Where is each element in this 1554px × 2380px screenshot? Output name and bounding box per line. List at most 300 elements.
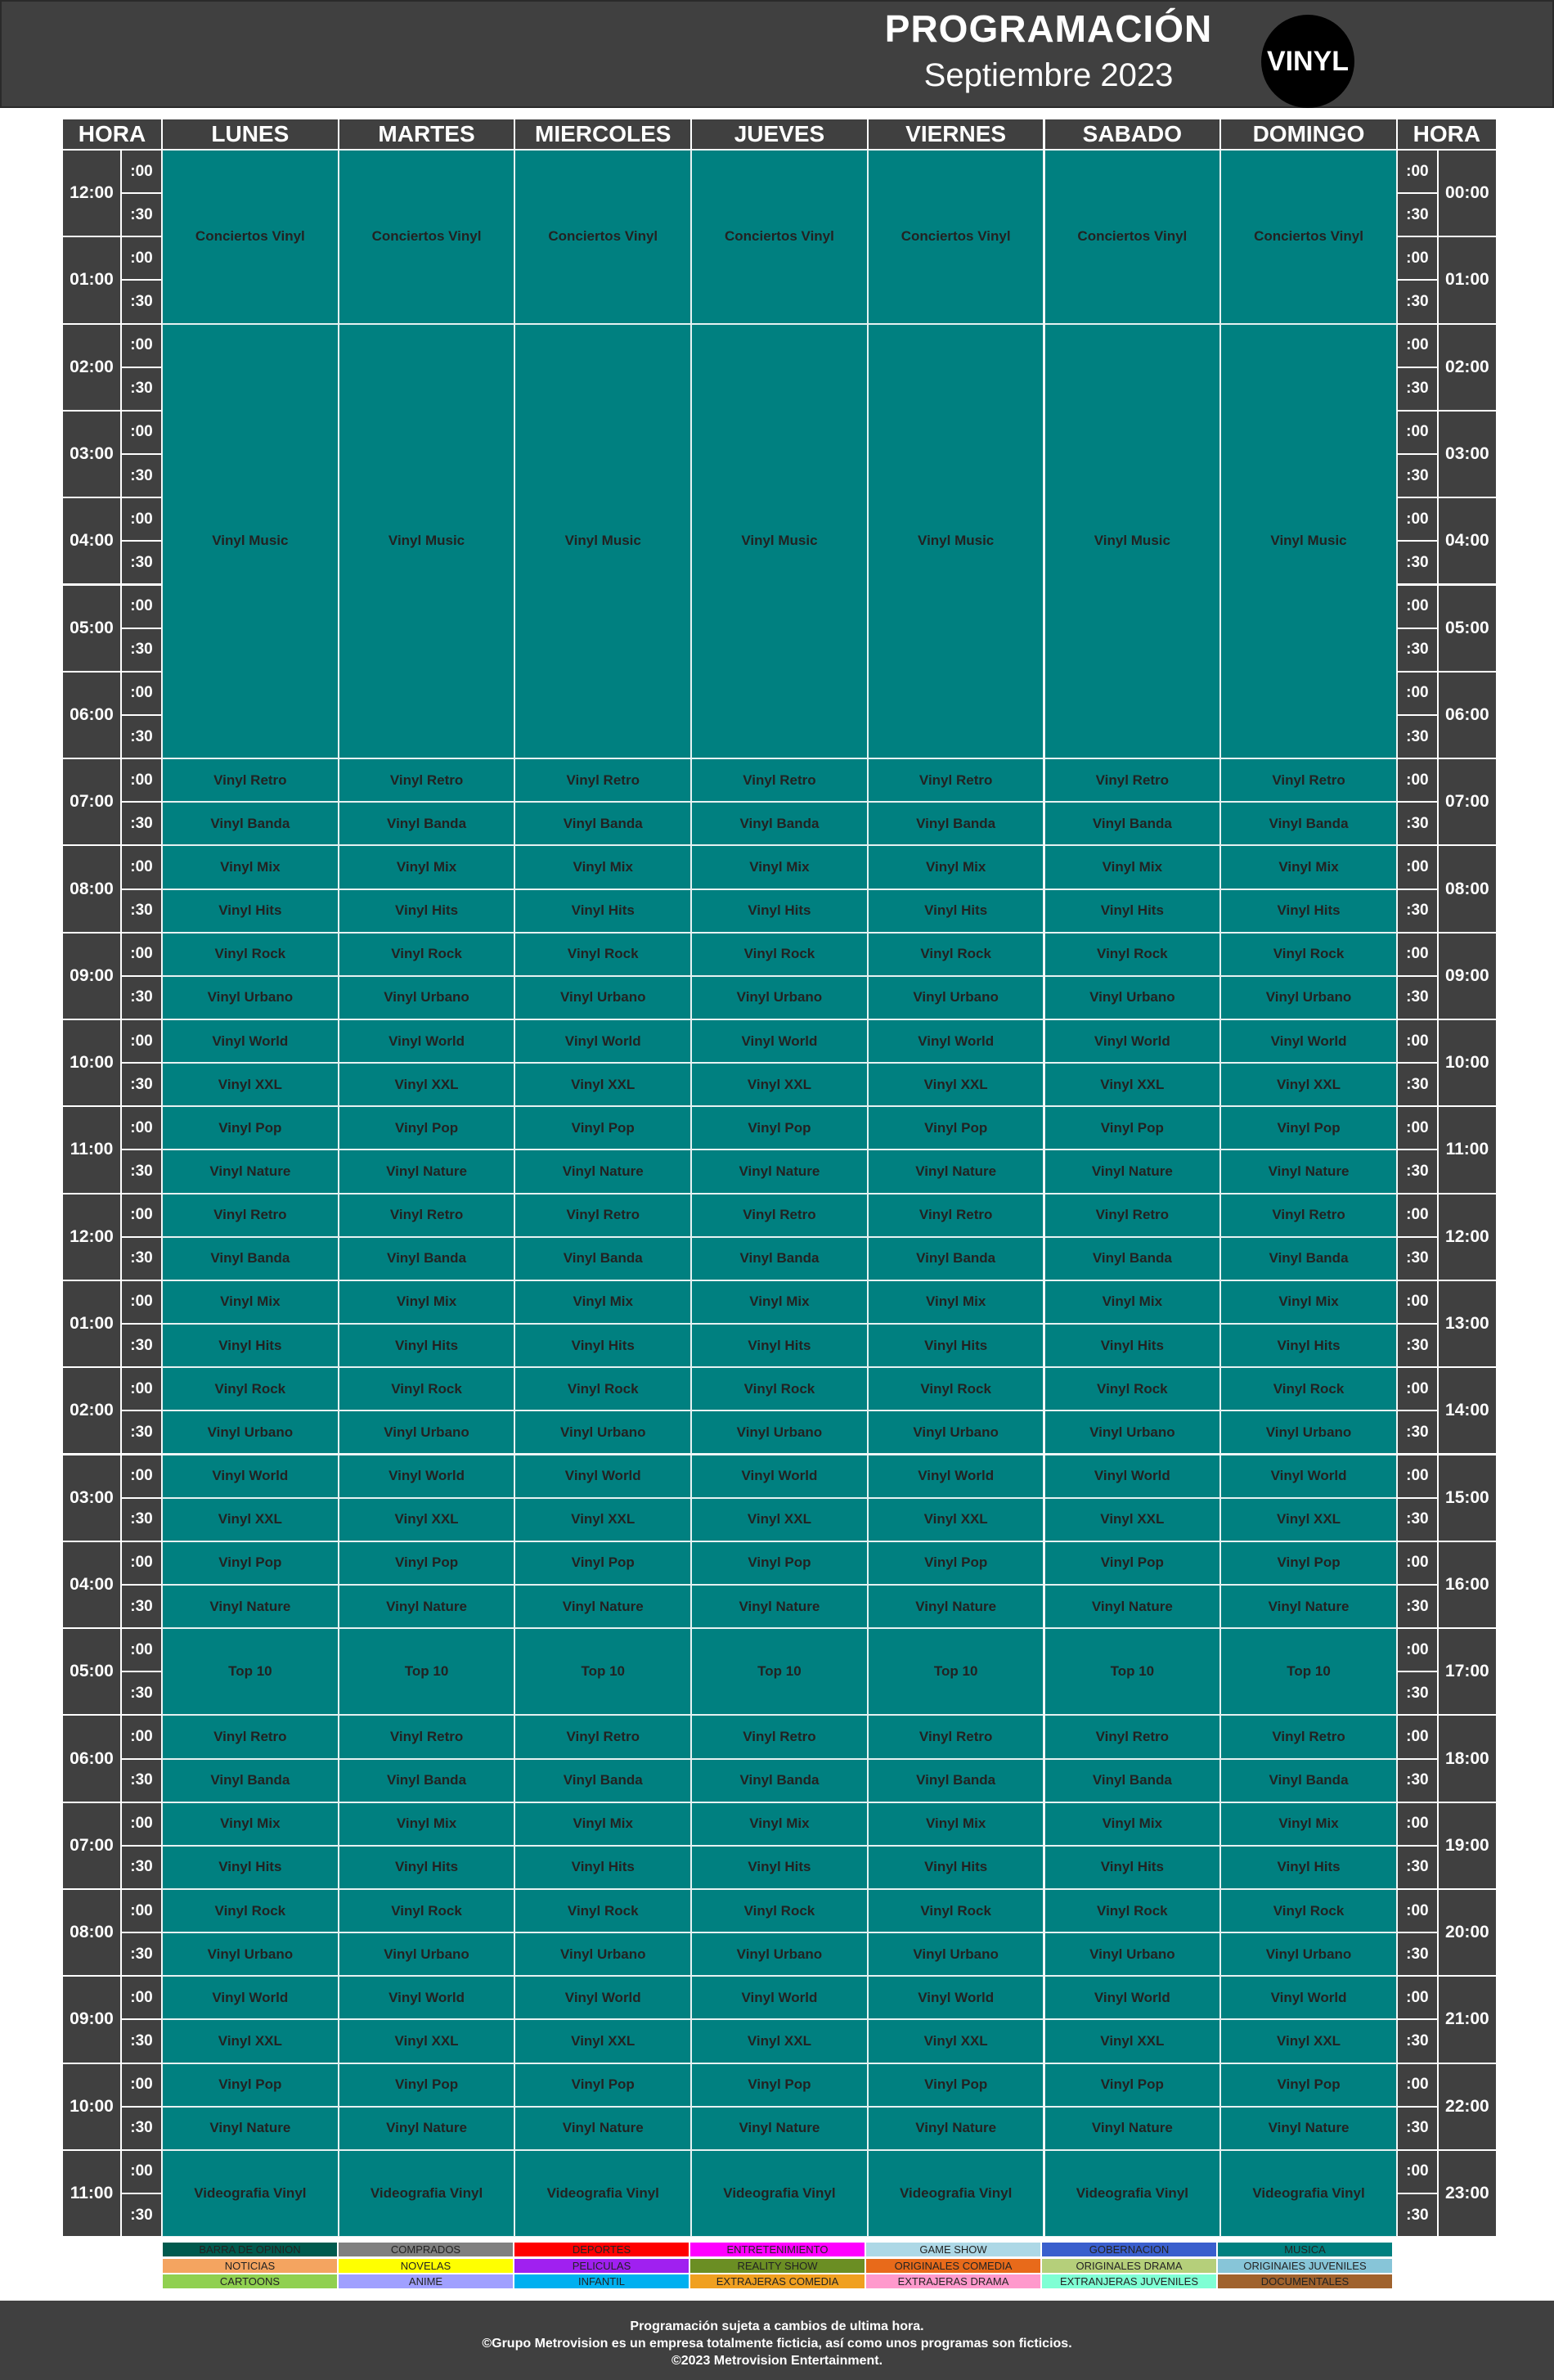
hour-label-left: 02:00 bbox=[62, 1367, 121, 1454]
program-cell: Vinyl Pop bbox=[339, 1106, 515, 1150]
minute-label-left: :30 bbox=[121, 1585, 162, 1628]
program-cell: Vinyl World bbox=[1220, 1976, 1397, 2019]
minute-label-right: :30 bbox=[1397, 2019, 1438, 2063]
minute-label-right: :00 bbox=[1397, 672, 1438, 715]
minute-label-left: :00 bbox=[121, 758, 162, 802]
program-cell: Vinyl Rock bbox=[691, 933, 868, 976]
hour-label-left: 01:00 bbox=[62, 1280, 121, 1367]
program-cell: Vinyl Urbano bbox=[691, 1410, 868, 1454]
minute-label-left: :30 bbox=[121, 715, 162, 758]
hour-label-left: 08:00 bbox=[62, 1889, 121, 1976]
legend-item: ANIME bbox=[338, 2274, 514, 2289]
program-cell: Vinyl Hits bbox=[514, 889, 691, 933]
program-cell: Vinyl Urbano bbox=[162, 976, 339, 1019]
minute-label-right: :00 bbox=[1397, 1541, 1438, 1585]
hour-label-right: 07:00 bbox=[1438, 758, 1497, 845]
program-cell: Vinyl Pop bbox=[339, 2063, 515, 2107]
legend-item: COMPRADOS bbox=[338, 2242, 514, 2257]
program-cell: Vinyl Rock bbox=[691, 1367, 868, 1410]
hour-label-right: 16:00 bbox=[1438, 1541, 1497, 1628]
program-cell: Vinyl World bbox=[339, 1455, 515, 1498]
program-cell: Vinyl Retro bbox=[1220, 758, 1397, 802]
page-subtitle: Septiembre 2023 bbox=[923, 57, 1174, 93]
program-cell: Vinyl Rock bbox=[1044, 1889, 1221, 1932]
program-cell: Vinyl Rock bbox=[514, 1367, 691, 1410]
hour-label-left: 06:00 bbox=[62, 672, 121, 758]
minute-label-left: :30 bbox=[121, 280, 162, 323]
program-cell: Vinyl Banda bbox=[1220, 802, 1397, 845]
program-cell: Vinyl Nature bbox=[339, 1585, 515, 1628]
minute-label-left: :00 bbox=[121, 2150, 162, 2193]
program-cell: Vinyl Retro bbox=[162, 1194, 339, 1237]
hour-label-left: 11:00 bbox=[62, 2150, 121, 2237]
program-cell: Vinyl Nature bbox=[868, 1150, 1044, 1193]
vinyl-logo: VINYL bbox=[1261, 15, 1354, 108]
legend-item: DEPORTES bbox=[514, 2242, 689, 2257]
program-cell: Vinyl Retro bbox=[691, 1194, 868, 1237]
minute-label-left: :30 bbox=[121, 1410, 162, 1454]
program-cell: Vinyl XXL bbox=[514, 1063, 691, 1106]
program-cell: Vinyl Mix bbox=[691, 845, 868, 889]
minute-label-left: :00 bbox=[121, 1802, 162, 1846]
hour-label-right: 05:00 bbox=[1438, 585, 1497, 672]
program-cell: Vinyl Pop bbox=[691, 1106, 868, 1150]
minute-label-left: :30 bbox=[121, 1237, 162, 1280]
program-cell: Vinyl Urbano bbox=[1220, 976, 1397, 1019]
minute-label-left: :00 bbox=[121, 845, 162, 889]
minute-label-left: :00 bbox=[121, 1715, 162, 1758]
program-cell: Vinyl Rock bbox=[162, 1889, 339, 1932]
program-cell: Vinyl Music bbox=[514, 324, 691, 759]
program-cell: Vinyl Nature bbox=[691, 1585, 868, 1628]
hour-label-right: 12:00 bbox=[1438, 1194, 1497, 1280]
program-cell: Vinyl World bbox=[514, 1976, 691, 2019]
hour-label-right: 15:00 bbox=[1438, 1455, 1497, 1541]
footer-copyright: ©2023 Metrovision Entertainment. bbox=[671, 2354, 883, 2368]
program-cell: Vinyl Banda bbox=[868, 1237, 1044, 1280]
legend-item: EXTRAJERAS COMEDIA bbox=[689, 2274, 865, 2289]
minute-label-right: :00 bbox=[1397, 150, 1438, 193]
day-header: DOMINGO bbox=[1220, 119, 1397, 150]
program-cell: Top 10 bbox=[1220, 1628, 1397, 1715]
minute-label-left: :00 bbox=[121, 1194, 162, 1237]
program-cell: Vinyl World bbox=[691, 1019, 868, 1063]
program-cell: Vinyl Hits bbox=[868, 889, 1044, 933]
minute-label-right: :30 bbox=[1397, 1671, 1438, 1715]
program-cell: Top 10 bbox=[162, 1628, 339, 1715]
program-cell: Vinyl Nature bbox=[868, 2107, 1044, 2150]
program-cell: Vinyl Nature bbox=[1044, 2107, 1221, 2150]
minute-label-left: :30 bbox=[121, 454, 162, 497]
program-cell: Vinyl Banda bbox=[162, 802, 339, 845]
minute-label-left: :00 bbox=[121, 1976, 162, 2019]
program-cell: Vinyl Retro bbox=[868, 1715, 1044, 1758]
day-header: SABADO bbox=[1044, 119, 1221, 150]
program-cell: Vinyl Rock bbox=[339, 1367, 515, 1410]
program-cell: Videografia Vinyl bbox=[1044, 2150, 1221, 2237]
legend-item: GOBERNACION bbox=[1041, 2242, 1217, 2257]
program-cell: Vinyl Hits bbox=[339, 889, 515, 933]
program-cell: Vinyl Pop bbox=[339, 1541, 515, 1585]
program-cell: Vinyl Banda bbox=[691, 802, 868, 845]
minute-label-right: :00 bbox=[1397, 2063, 1438, 2107]
program-cell: Conciertos Vinyl bbox=[1220, 150, 1397, 324]
program-cell: Vinyl Music bbox=[868, 324, 1044, 759]
program-cell: Vinyl Urbano bbox=[1220, 1932, 1397, 1976]
hour-label-right: 11:00 bbox=[1438, 1106, 1497, 1193]
program-cell: Vinyl Banda bbox=[691, 1759, 868, 1802]
program-cell: Vinyl Nature bbox=[339, 2107, 515, 2150]
program-cell: Vinyl Nature bbox=[1044, 1585, 1221, 1628]
minute-label-left: :00 bbox=[121, 236, 162, 280]
program-cell: Vinyl Pop bbox=[691, 1541, 868, 1585]
program-cell: Vinyl Rock bbox=[868, 1367, 1044, 1410]
program-cell: Conciertos Vinyl bbox=[162, 150, 339, 324]
minute-label-right: :30 bbox=[1397, 454, 1438, 497]
program-cell: Conciertos Vinyl bbox=[691, 150, 868, 324]
program-cell: Vinyl Banda bbox=[339, 802, 515, 845]
legend-item: MUSICA bbox=[1217, 2242, 1393, 2257]
minute-label-right: :30 bbox=[1397, 628, 1438, 672]
legend-item: REALITY SHOW bbox=[689, 2258, 865, 2274]
minute-label-right: :30 bbox=[1397, 1324, 1438, 1367]
hour-label-right: 06:00 bbox=[1438, 672, 1497, 758]
program-cell: Vinyl Retro bbox=[691, 1715, 868, 1758]
program-cell: Vinyl Mix bbox=[868, 1280, 1044, 1324]
minute-label-left: :00 bbox=[121, 585, 162, 628]
hour-label-left: 09:00 bbox=[62, 933, 121, 1019]
day-header: JUEVES bbox=[691, 119, 868, 150]
hour-label-right: 02:00 bbox=[1438, 324, 1497, 411]
program-cell: Vinyl Mix bbox=[1220, 1280, 1397, 1324]
program-cell: Vinyl World bbox=[1044, 1976, 1221, 2019]
hour-label-left: 06:00 bbox=[62, 1715, 121, 1802]
program-cell: Vinyl XXL bbox=[162, 1063, 339, 1106]
program-cell: Vinyl XXL bbox=[1220, 1498, 1397, 1541]
minute-label-right: :30 bbox=[1397, 1759, 1438, 1802]
program-cell: Vinyl Pop bbox=[1220, 2063, 1397, 2107]
program-cell: Vinyl Rock bbox=[1220, 933, 1397, 976]
program-cell: Vinyl XXL bbox=[514, 1498, 691, 1541]
minute-label-left: :30 bbox=[121, 1759, 162, 1802]
program-cell: Vinyl Rock bbox=[514, 1889, 691, 1932]
program-cell: Vinyl Music bbox=[691, 324, 868, 759]
minute-label-left: :30 bbox=[121, 541, 162, 584]
hour-label-right: 21:00 bbox=[1438, 1976, 1497, 2063]
day-header: MARTES bbox=[339, 119, 515, 150]
program-cell: Vinyl Hits bbox=[868, 1324, 1044, 1367]
minute-label-right: :00 bbox=[1397, 324, 1438, 367]
program-cell: Vinyl Pop bbox=[691, 2063, 868, 2107]
program-cell: Vinyl Urbano bbox=[339, 1932, 515, 1976]
legend-item: ENTRETENIMIENTO bbox=[689, 2242, 865, 2257]
program-cell: Vinyl Retro bbox=[339, 1194, 515, 1237]
program-cell: Vinyl Music bbox=[162, 324, 339, 759]
program-cell: Vinyl Retro bbox=[514, 1194, 691, 1237]
minute-label-right: :30 bbox=[1397, 193, 1438, 236]
hour-label-right: 17:00 bbox=[1438, 1628, 1497, 1715]
minute-label-left: :00 bbox=[121, 1280, 162, 1324]
program-cell: Vinyl Hits bbox=[339, 1846, 515, 1889]
hour-label-left: 10:00 bbox=[62, 2063, 121, 2150]
program-cell: Conciertos Vinyl bbox=[1044, 150, 1221, 324]
program-cell: Vinyl Hits bbox=[162, 889, 339, 933]
hour-label-left: 11:00 bbox=[62, 1106, 121, 1193]
minute-label-right: :30 bbox=[1397, 1498, 1438, 1541]
program-cell: Vinyl Mix bbox=[691, 1280, 868, 1324]
program-cell: Vinyl Rock bbox=[868, 1889, 1044, 1932]
program-cell: Vinyl Urbano bbox=[339, 1410, 515, 1454]
program-cell: Top 10 bbox=[514, 1628, 691, 1715]
program-cell: Vinyl Urbano bbox=[514, 1932, 691, 1976]
program-cell: Vinyl Banda bbox=[1044, 1759, 1221, 1802]
program-cell: Vinyl Mix bbox=[339, 1802, 515, 1846]
minute-label-left: :00 bbox=[121, 1541, 162, 1585]
hour-label-left: 10:00 bbox=[62, 1019, 121, 1106]
program-cell: Vinyl Urbano bbox=[514, 976, 691, 1019]
program-cell: Vinyl Retro bbox=[1220, 1194, 1397, 1237]
legend-item: ORIGINALES DRAMA bbox=[1041, 2258, 1217, 2274]
program-cell: Vinyl Urbano bbox=[868, 1410, 1044, 1454]
minute-label-right: :30 bbox=[1397, 2193, 1438, 2237]
program-cell: Vinyl Nature bbox=[1044, 1150, 1221, 1193]
minute-label-left: :00 bbox=[121, 324, 162, 367]
program-cell: Vinyl Nature bbox=[1220, 1585, 1397, 1628]
minute-label-right: :30 bbox=[1397, 2107, 1438, 2150]
program-cell: Vinyl Nature bbox=[691, 1150, 868, 1193]
program-cell: Vinyl Urbano bbox=[514, 1410, 691, 1454]
program-cell: Vinyl Retro bbox=[1044, 758, 1221, 802]
program-cell: Vinyl Pop bbox=[1220, 1106, 1397, 1150]
hour-label-right: 00:00 bbox=[1438, 150, 1497, 236]
hour-label-right: 19:00 bbox=[1438, 1802, 1497, 1889]
program-cell: Vinyl XXL bbox=[162, 1498, 339, 1541]
minute-label-left: :30 bbox=[121, 1932, 162, 1976]
program-cell: Vinyl XXL bbox=[339, 1063, 515, 1106]
hora-header-right: HORA bbox=[1397, 119, 1497, 150]
program-cell: Vinyl Nature bbox=[1220, 1150, 1397, 1193]
minute-label-right: :30 bbox=[1397, 802, 1438, 845]
minute-label-right: :00 bbox=[1397, 1976, 1438, 2019]
program-cell: Vinyl Hits bbox=[691, 1324, 868, 1367]
program-cell: Vinyl Nature bbox=[514, 1585, 691, 1628]
program-cell: Vinyl Pop bbox=[162, 1541, 339, 1585]
program-cell: Vinyl World bbox=[339, 1976, 515, 2019]
program-cell: Vinyl Mix bbox=[162, 1280, 339, 1324]
program-cell: Vinyl Mix bbox=[514, 1280, 691, 1324]
day-header: VIERNES bbox=[868, 119, 1044, 150]
minute-label-left: :00 bbox=[121, 1889, 162, 1932]
hour-label-right: 08:00 bbox=[1438, 845, 1497, 932]
minute-label-right: :00 bbox=[1397, 2150, 1438, 2193]
minute-label-left: :30 bbox=[121, 2019, 162, 2063]
program-cell: Vinyl XXL bbox=[868, 1063, 1044, 1106]
minute-label-right: :00 bbox=[1397, 585, 1438, 628]
hour-label-right: 10:00 bbox=[1438, 1019, 1497, 1106]
program-cell: Vinyl Pop bbox=[1044, 1541, 1221, 1585]
hour-label-left: 03:00 bbox=[62, 411, 121, 497]
program-cell: Vinyl Hits bbox=[514, 1324, 691, 1367]
legend-item: CARTOONS bbox=[162, 2274, 338, 2289]
program-cell: Vinyl Rock bbox=[691, 1889, 868, 1932]
minute-label-right: :00 bbox=[1397, 1367, 1438, 1410]
program-cell: Vinyl Mix bbox=[868, 1802, 1044, 1846]
minute-label-right: :00 bbox=[1397, 411, 1438, 454]
program-cell: Vinyl World bbox=[868, 1976, 1044, 2019]
program-cell: Vinyl Banda bbox=[868, 802, 1044, 845]
program-cell: Vinyl Rock bbox=[162, 933, 339, 976]
program-cell: Vinyl Pop bbox=[514, 1106, 691, 1150]
program-cell: Vinyl Retro bbox=[1220, 1715, 1397, 1758]
minute-label-right: :00 bbox=[1397, 1628, 1438, 1671]
page-header bbox=[0, 0, 1554, 108]
program-cell: Vinyl Banda bbox=[1044, 802, 1221, 845]
hour-label-left: 04:00 bbox=[62, 1541, 121, 1628]
program-cell: Top 10 bbox=[691, 1628, 868, 1715]
program-cell: Vinyl Retro bbox=[339, 1715, 515, 1758]
minute-label-left: :30 bbox=[121, 1846, 162, 1889]
minute-label-left: :00 bbox=[121, 411, 162, 454]
program-cell: Vinyl Mix bbox=[339, 845, 515, 889]
program-cell: Vinyl Nature bbox=[691, 2107, 868, 2150]
program-cell: Vinyl Nature bbox=[868, 1585, 1044, 1628]
minute-label-right: :30 bbox=[1397, 1932, 1438, 1976]
legend-item: PELICULAS bbox=[514, 2258, 689, 2274]
program-cell: Vinyl World bbox=[1044, 1019, 1221, 1063]
program-cell: Vinyl Retro bbox=[868, 758, 1044, 802]
program-cell: Vinyl Retro bbox=[339, 758, 515, 802]
program-cell: Vinyl Mix bbox=[514, 1802, 691, 1846]
program-cell: Vinyl Urbano bbox=[691, 976, 868, 1019]
program-cell: Vinyl Urbano bbox=[1044, 1932, 1221, 1976]
minute-label-left: :00 bbox=[121, 150, 162, 193]
program-cell: Vinyl Banda bbox=[339, 1237, 515, 1280]
minute-label-right: :30 bbox=[1397, 1237, 1438, 1280]
minute-label-right: :00 bbox=[1397, 845, 1438, 889]
minute-label-right: :00 bbox=[1397, 1715, 1438, 1758]
program-cell: Vinyl XXL bbox=[691, 1063, 868, 1106]
program-cell: Vinyl Retro bbox=[691, 758, 868, 802]
hour-label-left: 12:00 bbox=[62, 150, 121, 236]
program-cell: Vinyl Music bbox=[1220, 324, 1397, 759]
program-cell: Vinyl Retro bbox=[514, 1715, 691, 1758]
program-cell: Vinyl Pop bbox=[1220, 1541, 1397, 1585]
minute-label-left: :00 bbox=[121, 672, 162, 715]
minute-label-right: :00 bbox=[1397, 497, 1438, 541]
minute-label-left: :30 bbox=[121, 628, 162, 672]
hour-label-right: 03:00 bbox=[1438, 411, 1497, 497]
legend-item: DOCUMENTALES bbox=[1217, 2274, 1393, 2289]
program-cell: Vinyl Rock bbox=[1220, 1889, 1397, 1932]
footer-disclaimer: Programación sujeta a cambios de ultima hora. bbox=[630, 2319, 924, 2333]
program-cell: Conciertos Vinyl bbox=[868, 150, 1044, 324]
program-cell: Videografia Vinyl bbox=[868, 2150, 1044, 2237]
minute-label-left: :00 bbox=[121, 1106, 162, 1150]
program-cell: Vinyl Retro bbox=[868, 1194, 1044, 1237]
program-cell: Vinyl Retro bbox=[162, 1715, 339, 1758]
hour-label-right: 23:00 bbox=[1438, 2150, 1497, 2237]
minute-label-right: :00 bbox=[1397, 1802, 1438, 1846]
program-cell: Vinyl World bbox=[162, 1976, 339, 2019]
hour-label-left: 08:00 bbox=[62, 845, 121, 932]
program-cell: Vinyl Hits bbox=[514, 1846, 691, 1889]
program-cell: Vinyl Hits bbox=[691, 889, 868, 933]
program-cell: Vinyl XXL bbox=[868, 1498, 1044, 1541]
program-cell: Vinyl Pop bbox=[1044, 2063, 1221, 2107]
hour-label-right: 13:00 bbox=[1438, 1280, 1497, 1367]
program-cell: Vinyl World bbox=[691, 1976, 868, 2019]
hour-label-right: 01:00 bbox=[1438, 236, 1497, 323]
program-cell: Vinyl Pop bbox=[868, 1106, 1044, 1150]
program-cell: Vinyl Hits bbox=[1044, 1846, 1221, 1889]
program-cell: Vinyl Mix bbox=[1044, 1802, 1221, 1846]
program-cell: Vinyl Urbano bbox=[339, 976, 515, 1019]
legend-item: BARRA DE OPINION bbox=[162, 2242, 338, 2257]
program-cell: Vinyl Rock bbox=[868, 933, 1044, 976]
program-cell: Vinyl Nature bbox=[162, 1150, 339, 1193]
minute-label-right: :30 bbox=[1397, 715, 1438, 758]
program-cell: Vinyl Hits bbox=[162, 1324, 339, 1367]
program-cell: Videografia Vinyl bbox=[1220, 2150, 1397, 2237]
program-cell: Vinyl Mix bbox=[1044, 1280, 1221, 1324]
program-cell: Vinyl XXL bbox=[691, 2019, 868, 2063]
program-cell: Vinyl World bbox=[162, 1019, 339, 1063]
program-cell: Conciertos Vinyl bbox=[514, 150, 691, 324]
program-cell: Videografia Vinyl bbox=[162, 2150, 339, 2237]
program-cell: Vinyl Banda bbox=[1220, 1237, 1397, 1280]
program-cell: Vinyl Banda bbox=[691, 1237, 868, 1280]
program-cell: Vinyl Pop bbox=[162, 1106, 339, 1150]
program-cell: Top 10 bbox=[339, 1628, 515, 1715]
minute-label-right: :00 bbox=[1397, 236, 1438, 280]
minute-label-left: :30 bbox=[121, 1324, 162, 1367]
program-cell: Vinyl Banda bbox=[339, 1759, 515, 1802]
minute-label-right: :00 bbox=[1397, 758, 1438, 802]
program-cell: Vinyl Mix bbox=[1220, 845, 1397, 889]
program-cell: Vinyl Rock bbox=[1220, 1367, 1397, 1410]
minute-label-right: :30 bbox=[1397, 1585, 1438, 1628]
program-cell: Top 10 bbox=[1044, 1628, 1221, 1715]
minute-label-right: :00 bbox=[1397, 1194, 1438, 1237]
program-cell: Vinyl Mix bbox=[691, 1802, 868, 1846]
minute-label-left: :30 bbox=[121, 367, 162, 411]
minute-label-left: :00 bbox=[121, 1455, 162, 1498]
program-cell: Vinyl Urbano bbox=[1220, 1410, 1397, 1454]
program-cell: Vinyl Urbano bbox=[868, 976, 1044, 1019]
program-cell: Vinyl Retro bbox=[514, 758, 691, 802]
program-cell: Vinyl World bbox=[1044, 1455, 1221, 1498]
program-cell: Vinyl Mix bbox=[339, 1280, 515, 1324]
program-cell: Vinyl Hits bbox=[691, 1846, 868, 1889]
program-cell: Vinyl Urbano bbox=[1044, 1410, 1221, 1454]
program-cell: Vinyl Pop bbox=[1044, 1106, 1221, 1150]
program-cell: Vinyl XXL bbox=[691, 1498, 868, 1541]
hora-header-left: HORA bbox=[62, 119, 162, 150]
minute-label-left: :00 bbox=[121, 497, 162, 541]
legend-item: INFANTIL bbox=[514, 2274, 689, 2289]
minute-label-left: :00 bbox=[121, 1367, 162, 1410]
program-cell: Vinyl Nature bbox=[1220, 2107, 1397, 2150]
program-cell: Vinyl Mix bbox=[162, 845, 339, 889]
footer-fiction-notice: ©Grupo Metrovision es un empresa totalmente ficticia, así como unos programas son ficticios. bbox=[482, 2337, 1072, 2351]
minute-label-left: :30 bbox=[121, 2193, 162, 2237]
page-footer bbox=[0, 2301, 1554, 2380]
minute-label-right: :30 bbox=[1397, 1063, 1438, 1106]
program-cell: Vinyl Urbano bbox=[162, 1932, 339, 1976]
minute-label-left: :30 bbox=[121, 1671, 162, 1715]
minute-label-right: :30 bbox=[1397, 1410, 1438, 1454]
program-cell: Vinyl XXL bbox=[339, 1498, 515, 1541]
